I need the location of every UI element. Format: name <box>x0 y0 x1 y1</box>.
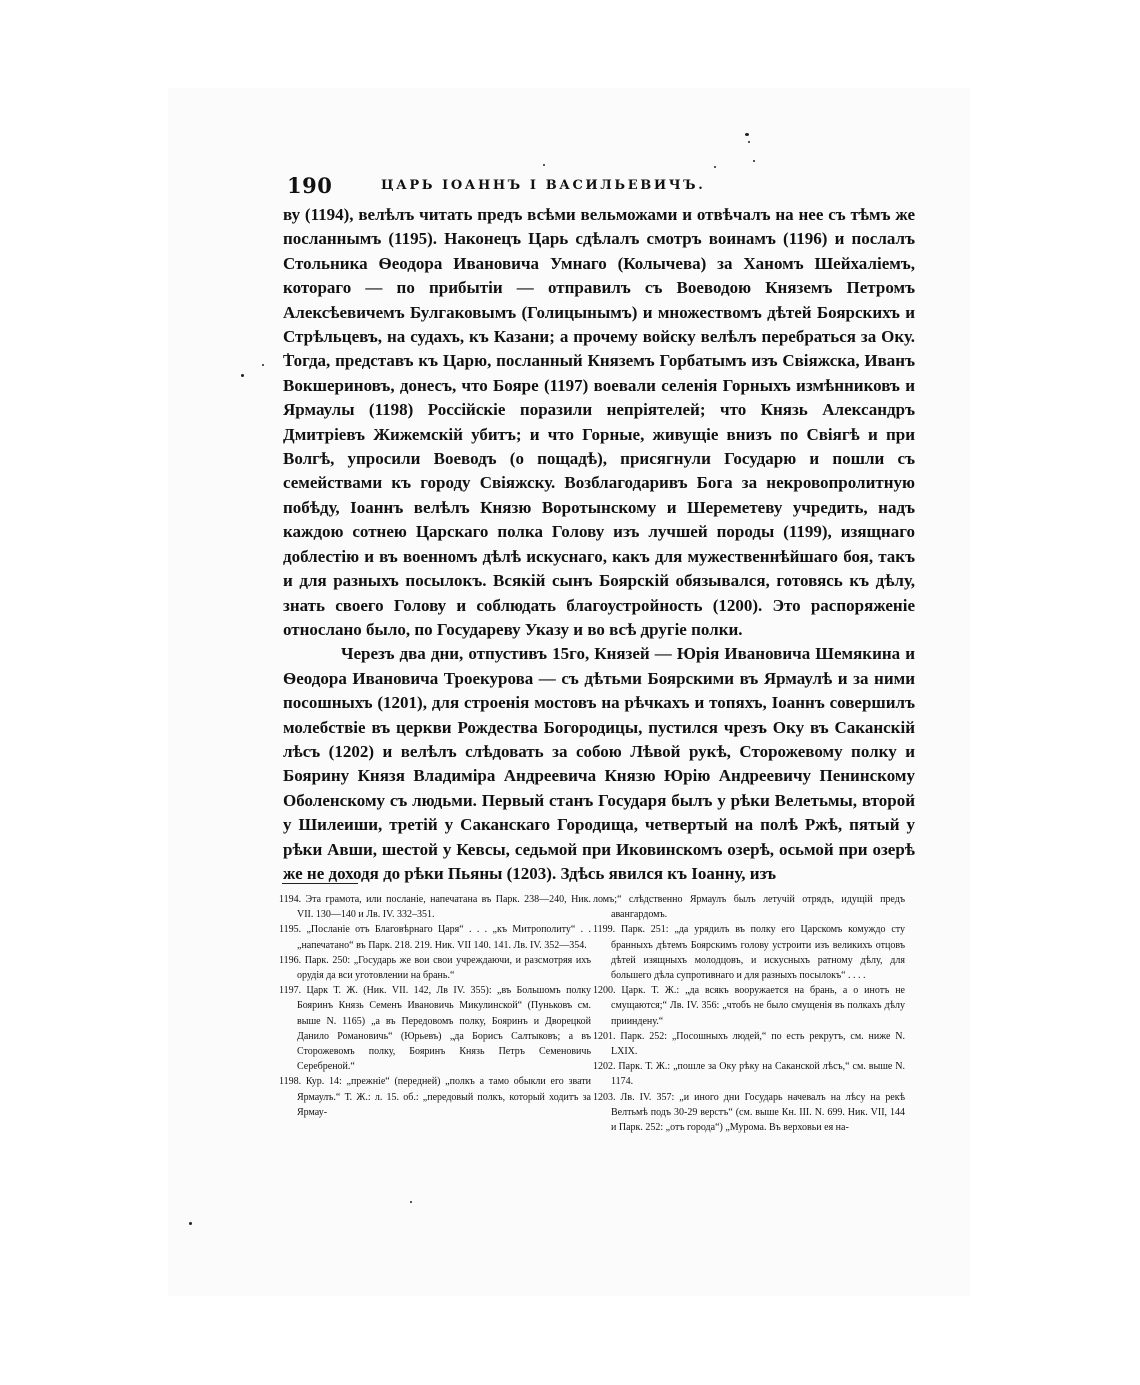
footnote-1198-continued: ломъ;“ слѣдственно Ярмаулъ былъ летучiй отрядъ, идущiй предъ авангардомъ. <box>593 894 905 921</box>
footnote-rule <box>282 883 358 884</box>
footnote-1201: 1201. Парк. 252: „Посошныхъ людей,“ по есть рекрутъ, см. ниже N. LXIX. <box>593 1030 905 1058</box>
paragraph-2: Черезъ два дни, отпустивъ 15го, Князей — Юрiя Ивановича Шемякина и Ѳеодора Ивановича Троекурова — съ дѣтьми Боярскими въ Ярмаулѣ и за ними посошныхъ (1201), для строенiя мостовъ на рѣчкахъ и топяхъ, Iоаннъ совершилъ молебствiе въ церкви Рождества Богородицы, пустился чрезъ Оку въ Саканскiй лѣсъ (1202) и велѣлъ слѣдовать за собою Лѣвой рукѣ, Сторожевому полку и Боярину Князя Владимiра Андреевича Князю Юрiю Андреевичу Пенинскому Оболенскому съ людьми. Первый станъ Государя былъ у рѣки Велетьмы, второй у Шилеиши, третiй у Саканскаго Городища, четвертый на полѣ Ржѣ, пятый у рѣки Авши, шестой у Кевсы, седьмой при Иковинскомъ озерѣ, осьмой при озерѣ же не доходя до рѣки Пьяны (1203). Здѣсь явился къ Iоанну, изъ <box>283 644 915 883</box>
footnote-1202: 1202. Парк. Т. Ж.: „пошле за Оку рѣку на Саканской лѣсъ,“ см. выше N. 1174. <box>593 1061 905 1088</box>
footnote-1200: 1200. Царк. Т. Ж.: „да всякъ вооружается на брань, а о инотъ не смущаются;“ Лв. IV. 356: „чтобъ не было смущенiя въ полкахъ дѣлу прииндену.“ <box>593 985 905 1027</box>
footnote-1199: 1199. Парк. 251: „да урядилъ въ полку его Царскомъ комуждо сту бранныхъ дѣтемъ Боярскимъ голову устроити изъ великихъ отцовъ дѣтей изящныхъ молодцовъ, и искусныхъ ратному дѣлу, для большего дѣла супротивнаго и для разныхъ посылокъ“ . . . . <box>593 924 905 982</box>
footnote-1196: 1196. Парк. 250: „Государь же вои свои учреждаючи, и разсмотряя ихъ орудiя да вси уготовлении на брань.“ <box>279 954 591 982</box>
footnotes-right-column <box>593 892 905 1135</box>
page-header <box>287 173 913 197</box>
footnote-1194: 1194. Эта грамота, или посланiе, напечатана въ Парк. 238—240, Ник. VII. 130—140 и Лв. IV. 332–351. <box>279 894 591 921</box>
paragraph-1: ву (1194), велѣлъ читать предъ всѣми вельможами и отвѣчалъ на нее съ тѣмъ же посланнымъ (1195). Наконецъ Царь сдѣлалъ смотръ воинамъ (1196) и послалъ Стольника Ѳеодора Ивановича Умнаго (Колычева) за Ханомъ Шейхалiемъ, котораго — по прибытiи — отправилъ съ Воеводою Княземъ Петромъ Алексѣевичемъ Булгаковымъ (Голицынымъ) и множествомъ дѣтей Боярскихъ и Стрѣльцевъ, на судахъ, къ Казани; а прочему войску велѣлъ перебраться за Оку. Тогда, представъ къ Царю, посланный Княземъ Горбатымъ изъ Свiяжска, Иванъ Вокшериновъ, донесъ, что Бояре (1197) воевали селенiя Горныхъ измѣнниковъ и Ярмаулы (1198) Россiйскiе поразили непрiятелей; что Князь Александръ Дмитрiевъ Жижемскiй убитъ; и что Горные, живущiе внизъ по Свiягѣ и при Волгѣ, упросили Воеводъ (о пощадѣ), присягнули Государю и пошли съ семействами къ городу Свiяжску. Возблагодаривъ Бога за некровопролитную побѣду, Iоаннъ велѣлъ Князю Воротынскому и Шереметеву учредить, надъ каждою сотнею Царскаго полка Голову изъ лучшей породы (1199), изящнаго доблестiю и въ военномъ дѣлѣ искуснаго, какъ для мужественнѣйшаго боя, такъ и для разныхъ посылокъ. Всякiй сынъ Боярскiй обязывался, готовясь къ дѣлу, знать своего Голову и соблюдать благоустройность (1200). Это распоряженiе относлано было, по Государеву Указу и во всѣ другiе полки. <box>283 205 915 639</box>
main-text <box>283 203 915 886</box>
footnotes-left-column <box>279 892 591 1120</box>
footnote-1203: 1203. Лв. IV. 357: „и иного дни Государь начевалъ на лѣсу на рекѣ Велтьмѣ подъ 30-29 верстъ“ (см. выше Кн. III. N. 699. Ник. VII, 144 и Парк. 252: „отъ города“) „Мурома. Въ верховьи ея на- <box>593 1091 905 1134</box>
footnote-1197: 1197. Царк Т. Ж. (Ник. VII. 142, Лв IV. 355): „въ Большомъ полку Бояринъ Князь Семенъ Ивановичь Микулинской“ (Пуньковъ см. выше N. 1165) „а въ Передовомъ полку, Бояринъ и Дворецкой Данило Романовичь“ (Юрьевъ) „да Борисъ Салтыковъ; а въ Сторожевомъ полку, Бояринъ Князь Петръ Семеновичь Серебреной.“ <box>279 985 591 1073</box>
running-title: ЦАРЬ ІОАННЪ І ВАСИЛЬЕВИЧЪ. <box>381 178 706 193</box>
page-number: 190 <box>287 173 333 198</box>
footnote-1198: 1198. Кур. 14: „прежнiе“ (передней) „полкъ а тамо обыкли его звати Ярмаулъ.“ Т. Ж.: л. 15. об.: „передовый полкъ, который ходитъ за Ярмау- <box>279 1076 591 1118</box>
footnote-1195: 1195. „Посланiе отъ Благовѣрнаго Царя“ . . . „къ Митрополиту“ . . „напечатано“ въ Парк. 218. 219. Ник. VII 140. 141. Лв. IV. 352—354. <box>279 924 591 951</box>
